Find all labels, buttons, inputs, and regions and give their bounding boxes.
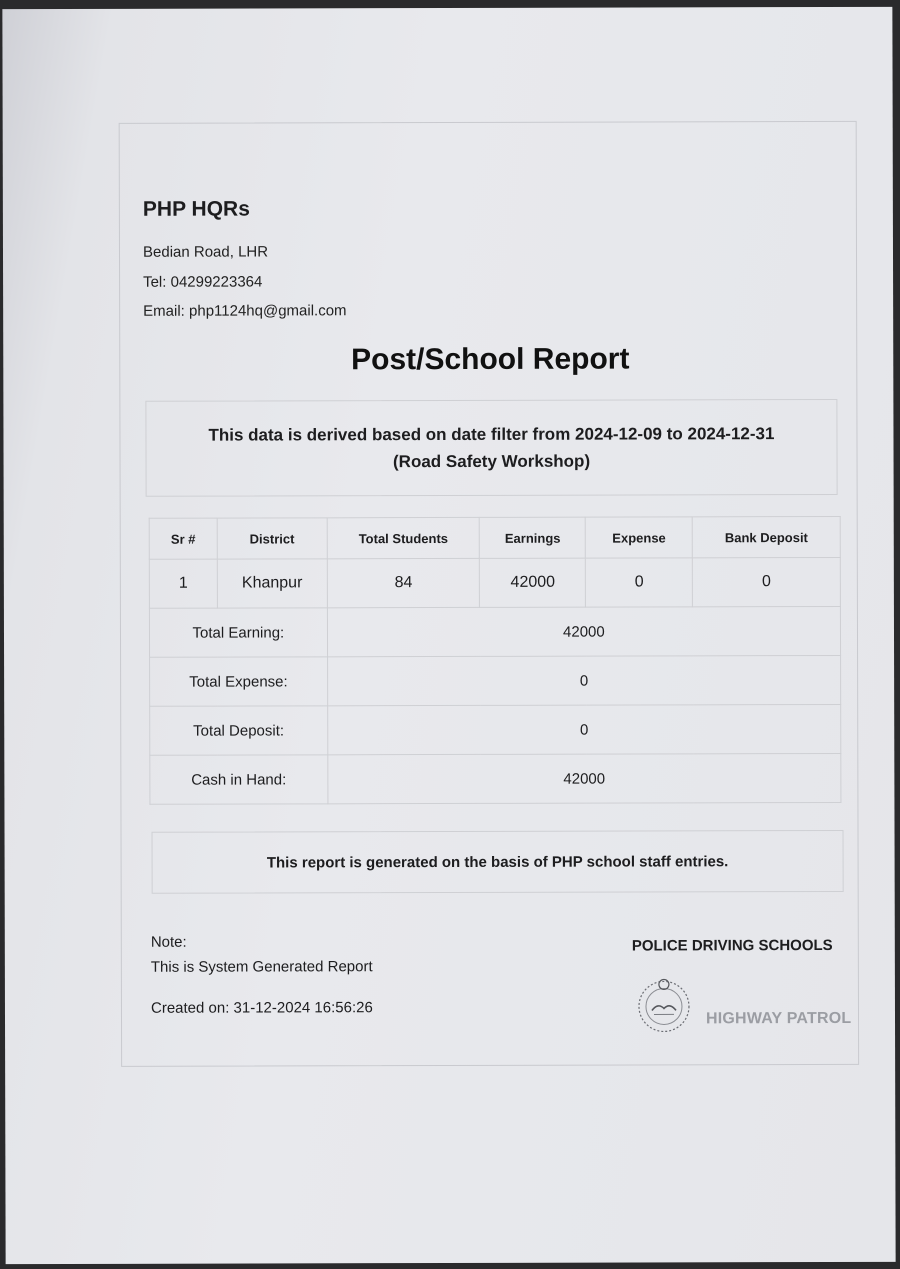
org-telephone: Tel: 04299223364 bbox=[143, 273, 263, 291]
header-bank-deposit: Bank Deposit bbox=[692, 516, 840, 557]
summary-row-expense bbox=[150, 655, 841, 706]
summary-value: 42000 bbox=[327, 606, 840, 656]
header-expense: Expense bbox=[586, 517, 693, 558]
table-row bbox=[149, 557, 840, 608]
header-total-students: Total Students bbox=[327, 517, 480, 558]
police-driving-schools-label: POLICE DRIVING SCHOOLS bbox=[631, 936, 833, 955]
summary-row-earning bbox=[149, 606, 840, 657]
cell-sr: 1 bbox=[149, 559, 217, 608]
paper-sheet bbox=[2, 7, 895, 1264]
filter-category: (Road Safety Workshop) bbox=[392, 451, 591, 472]
patrol-seal-icon bbox=[634, 974, 694, 1034]
summary-row-cash bbox=[150, 753, 841, 804]
report-table bbox=[149, 516, 842, 805]
cell-district: Khanpur bbox=[217, 559, 327, 608]
summary-label: Total Deposit: bbox=[150, 706, 328, 755]
org-address: Bedian Road, LHR bbox=[142, 243, 269, 261]
org-name: PHP HQRs bbox=[142, 197, 250, 221]
report-title: Post/School Report bbox=[351, 342, 630, 377]
note-text: This is System Generated Report bbox=[150, 958, 373, 976]
table-header-row bbox=[149, 516, 840, 559]
summary-row-deposit bbox=[150, 704, 841, 755]
summary-label: Total Earning: bbox=[149, 608, 327, 657]
report-frame bbox=[119, 121, 859, 1067]
summary-value: 0 bbox=[327, 655, 840, 705]
note-label: Note: bbox=[150, 933, 187, 951]
footer-note: This report is generated on the basis of PHP school staff entries. bbox=[266, 853, 729, 872]
header-earnings: Earnings bbox=[480, 517, 586, 558]
cell-earnings: 42000 bbox=[480, 558, 586, 607]
date-filter-text: This data is derived based on date filter from 2024-12-09 to 2024-12-31 bbox=[208, 424, 775, 445]
cell-total-students: 84 bbox=[327, 558, 480, 607]
created-on: Created on: 31-12-2024 16:56:26 bbox=[150, 999, 373, 1017]
cell-expense: 0 bbox=[586, 558, 693, 607]
highway-patrol-label: HIGHWAY PATROL bbox=[705, 1009, 852, 1028]
summary-value: 0 bbox=[327, 704, 840, 754]
cell-bank-deposit: 0 bbox=[693, 557, 841, 606]
org-email: Email: php1124hq@gmail.com bbox=[143, 302, 347, 320]
summary-label: Total Expense: bbox=[150, 657, 328, 706]
header-district: District bbox=[217, 518, 327, 559]
date-filter-box bbox=[145, 399, 837, 497]
summary-label: Cash in Hand: bbox=[150, 755, 328, 804]
summary-value: 42000 bbox=[328, 753, 841, 803]
header-sr: Sr # bbox=[149, 518, 217, 559]
footer-note-box bbox=[152, 830, 844, 894]
